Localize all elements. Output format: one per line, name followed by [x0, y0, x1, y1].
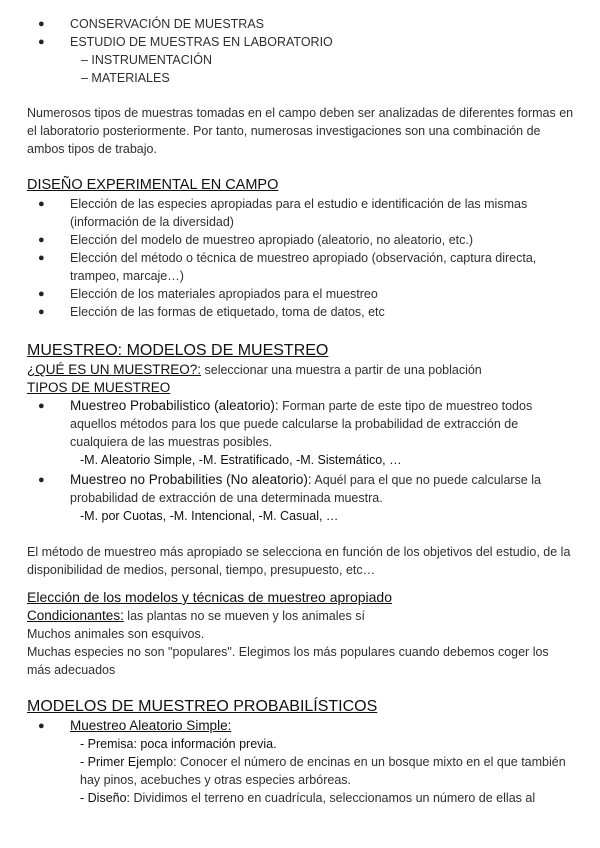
- list-item: ● Muestreo no Probabilities (No aleatorio): Aquél para el que no puede calcularse la probabilidad de extracción de una determinada muestra.: [38, 472, 541, 505]
- list-item: ● CONSERVACIÓN DE MUESTRAS: [38, 17, 265, 31]
- list-item: ● Muestreo Probabilistico (aleatorio): Forman parte de este tipo de muestreo todos aquellos métodos para los que puede calcularse la probabilidad de extracción de cualquiera de las muestras posibles.: [38, 398, 533, 449]
- section-heading-modelos: MODELOS DE MUESTREO PROBABILÍSTICOS: [27, 698, 378, 715]
- list-item: ● Elección de las especies apropiadas para el estudio e identificación de las mismas (información de la diversidad): [38, 197, 528, 229]
- list-item: ● Elección del modelo de muestreo apropiado (aleatorio, no aleatorio, etc.): [38, 233, 474, 247]
- sub-item: – MATERIALES: [81, 71, 170, 85]
- sub-item: – INSTRUMENTACIÓN: [81, 53, 213, 67]
- document-page: [27, 15, 575, 807]
- premisa-line: - Premisa: poca información previa.: [80, 737, 277, 751]
- text-line: Muchos animales son esquivos.: [27, 627, 205, 641]
- section-heading-eleccion: Elección de los modelos y técnicas de muestreo apropiado: [27, 589, 392, 605]
- section-heading-diseno: DISEÑO EXPERIMENTAL EN CAMPO: [27, 177, 279, 193]
- bullet-icon: ●: [38, 198, 45, 210]
- bullet-icon: ●: [38, 288, 45, 300]
- list-item: ● Elección del método o técnica de muestreo apropiado (observación, captura directa, trampeo, marcaje…): [38, 251, 537, 283]
- bullet-icon: ●: [38, 306, 45, 318]
- examples-line: -M. por Cuotas, -M. Intencional, -M. Casual, …: [80, 509, 339, 523]
- bullet-icon: ●: [38, 18, 45, 30]
- section-heading-muestreo: MUESTREO: MODELOS DE MUESTREO: [27, 342, 329, 359]
- text-line: Muchas especies no son "populares". Elegimos los más populares cuando debemos coger los más adecuados: [27, 645, 549, 677]
- list-item: ● Elección de los materiales apropiados para el muestreo: [38, 287, 378, 301]
- condicionantes-line: Condicionantes: las plantas no se mueven y los animales sí: [27, 608, 365, 623]
- question-line: ¿QUÉ ES UN MUESTREO?: seleccionar una muestra a partir de una población: [27, 362, 482, 377]
- intro-paragraph: Numerosos tipos de muestras tomadas en el campo deben ser analizadas de diferentes formas en el laboratorio posteriormente. Por tanto, numerosas investigaciones son una combinación de ambos tipos de trabajo.: [27, 106, 574, 156]
- bullet-icon: ●: [38, 400, 45, 412]
- bullet-icon: ●: [38, 720, 45, 732]
- tipos-heading: TIPOS DE MUESTREO: [27, 380, 171, 395]
- list-item: ● Muestreo Aleatorio Simple:: [38, 718, 232, 733]
- bullet-icon: ●: [38, 252, 45, 264]
- method-paragraph: El método de muestreo más apropiado se selecciona en función de los objetivos del estudio, de la disponibilidad de medios, personal, tiempo, presupuesto, etc…: [27, 545, 571, 577]
- bullet-icon: ●: [38, 474, 45, 486]
- examples-line: -M. Aleatorio Simple, -M. Estratificado, -M. Sistemático, …: [80, 453, 402, 467]
- bullet-icon: ●: [38, 36, 45, 48]
- bullet-icon: ●: [38, 234, 45, 246]
- list-item: ● Elección de las formas de etiquetado, toma de datos, etc: [38, 305, 385, 319]
- diseno-line: - Diseño: Dividimos el terreno en cuadrícula, seleccionamos un número de ellas al: [80, 791, 536, 805]
- ejemplo-line: - Primer Ejemplo: Conocer el número de encinas en un bosque mixto en el que también hay pinos, acebuches y otras especies arbóreas.: [80, 755, 566, 787]
- list-item: ● ESTUDIO DE MUESTRAS EN LABORATORIO: [38, 35, 333, 49]
